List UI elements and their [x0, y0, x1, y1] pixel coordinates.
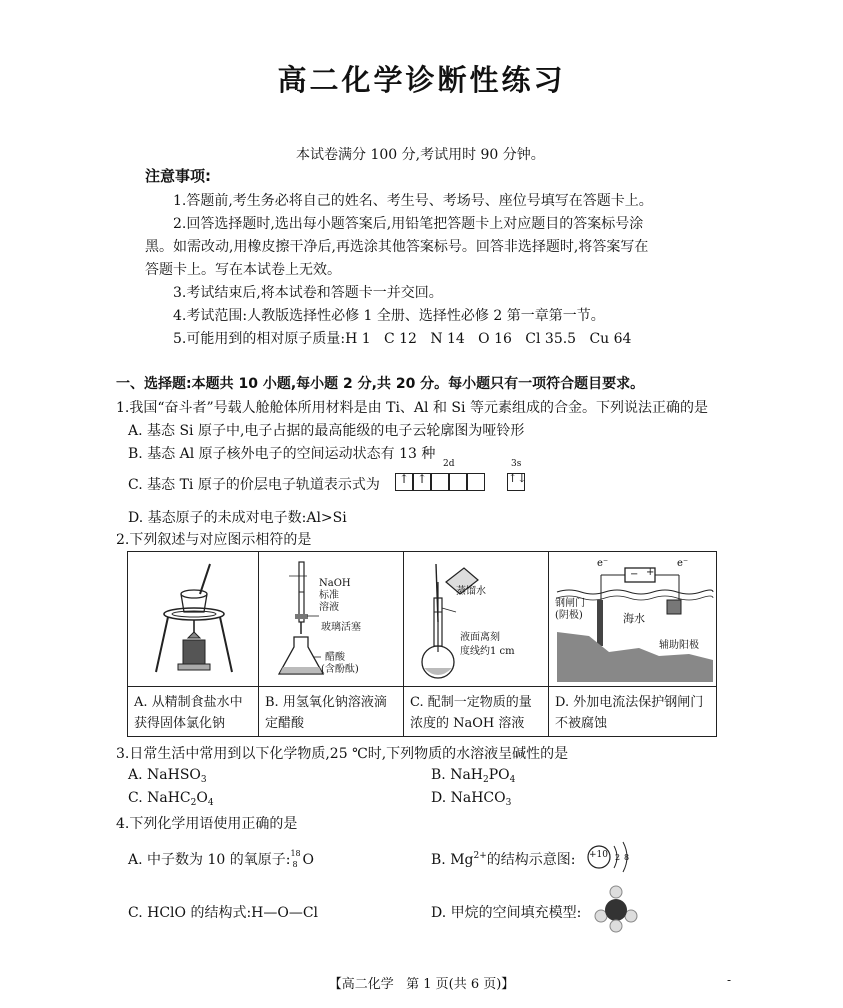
- orbital-box: [467, 473, 485, 491]
- label-distilled-water: 蒸馏水: [456, 586, 486, 597]
- nucleus-charge: +10: [589, 850, 608, 860]
- q4-option-b: B. $Mg^{2+}$的结构示意图:: [431, 851, 576, 868]
- footer-mark: -: [727, 973, 732, 987]
- electron-label-right: e⁻: [677, 558, 689, 569]
- label-cathode: (阴极): [555, 610, 583, 621]
- figure-a-caption: A. 从精制食盐水中获得固体氯化钠: [134, 695, 243, 731]
- volumetric-flask-apparatus: [404, 552, 549, 686]
- label-standard: 标准: [319, 590, 339, 601]
- notice-heading: 注意事项:: [145, 167, 211, 185]
- figure-c: [404, 552, 549, 736]
- label-acetic-acid: 醋酸: [325, 652, 345, 663]
- q4-option-a: A. 中子数为 10 的氧原子: 18 8 O: [128, 849, 314, 869]
- figure-b-caption: B. 用氢氧化钠溶液滴定醋酸: [265, 695, 387, 731]
- orbital-box: [449, 473, 467, 491]
- orbital-box: [431, 473, 449, 491]
- notice-item-3: 3.考试结束后,将本试卷和答题卡一并交回。: [173, 285, 443, 301]
- terminal-plus: +: [646, 567, 655, 578]
- notice-item-2-cont: 黑。如需改动,用橡皮擦干净后,再选涂其他答案标号。回答非选择题时,将答案写在: [145, 239, 649, 255]
- q1-option-b: B. 基态 Al 原子核外电子的空间运动状态有 13 种: [128, 446, 436, 462]
- atomic-number: 8: [292, 860, 298, 869]
- notice-item-2-end: 答题卡上。写在本试卷上无效。: [145, 262, 341, 278]
- mass-number: 18: [290, 849, 301, 858]
- q4-option-c: C. HClO 的结构式:H—O—Cl: [128, 905, 319, 921]
- label-auxiliary-anode: 辅助阳极: [659, 640, 699, 651]
- q2-figure-table: [127, 551, 717, 737]
- figure-d-caption: D. 外加电流法保护钢闸门不被腐蚀: [555, 695, 704, 731]
- label-solution: 溶液: [319, 602, 339, 613]
- label-phenolphthalein: (含酚酞): [321, 664, 359, 675]
- label-liquid-level: 液面离刻: [460, 632, 500, 643]
- notice-item-1: 1.答题前,考生务必将自己的姓名、考生号、考场号、座位号填写在答题卡上。: [173, 193, 653, 209]
- electron-label-left: e⁻: [597, 558, 609, 569]
- figure-b: [259, 552, 404, 736]
- q1-option-a: A. 基态 Si 原子中,电子占据的最高能级的电子云轮廓图为哑铃形: [128, 423, 525, 439]
- shell-1-count: 2: [615, 853, 621, 862]
- figure-d: [549, 552, 716, 736]
- label-steel-gate: 钢闸门: [555, 598, 585, 609]
- notice-item-5: 5.可能用到的相对原子质量:H 1 C 12 N 14 O 16 Cl 35.5 Cu 64: [173, 331, 632, 347]
- orbital-box: ↑: [413, 473, 431, 491]
- q1-option-d: D. 基态原子的未成对电子数:Al>Si: [128, 510, 347, 526]
- label-scale-mark: 度线约1 cm: [460, 646, 515, 657]
- q4-stem: 4.下列化学用语使用正确的是: [116, 816, 298, 832]
- orbital-box-3s: ↑↓: [507, 473, 525, 491]
- q3-option-a: A. NaHSO$_3$: [128, 767, 207, 785]
- q3-option-d: D. NaHCO$_3$: [431, 790, 512, 808]
- q1-option-c: C. 基态 Ti 原子的价层电子轨道表示式为: [128, 477, 380, 493]
- q2-stem: 2.下列叙述与对应图示相符的是: [116, 532, 312, 548]
- notice-item-2: 2.回答选择题时,选出每小题答案后,用铅笔把答题卡上对应题目的答案标号涂: [173, 216, 644, 232]
- shell-2-count: 8: [624, 853, 630, 862]
- atomic-structure-diagram: [586, 838, 636, 876]
- orbital-label-2d: 2d: [443, 459, 455, 469]
- label-seawater: 海水: [623, 612, 645, 625]
- label-naoh: NaOH: [319, 578, 351, 589]
- page-footer: 【高二化学 第 1 页(共 6 页)】: [328, 977, 515, 992]
- orbital-label-3s: 3s: [511, 459, 522, 469]
- methane-space-filling-model: [591, 884, 641, 934]
- section-heading: 一、选择题:本题共 10 小题,每小题 2 分,共 20 分。每小题只有一项符合题目要求。: [116, 376, 645, 392]
- figure-a: [128, 552, 259, 736]
- figure-c-caption: C. 配制一定物质的量浓度的 NaOH 溶液: [410, 695, 532, 731]
- q3-stem: 3.日常生活中常用到以下化学物质,25 ℃时,下列物质的水溶液呈碱性的是: [116, 746, 569, 762]
- q3-option-b: B. $NaH_2PO_4$: [431, 767, 516, 785]
- terminal-minus: −: [630, 569, 639, 580]
- notice-item-4: 4.考试范围:人教版选择性必修 1 全册、选择性必修 2 第一章第一节。: [173, 308, 605, 324]
- q3-option-c: C. $NaHC_2O_4$: [128, 790, 214, 808]
- page-title: 高二化学诊断性练习: [277, 63, 566, 97]
- q1-stem: 1.我国“奋斗者”号载人舱舱体所用材料是由 Ti、Al 和 Si 等元素组成的合金。下列说法正确的是: [116, 400, 708, 416]
- exam-intro: 本试卷满分 100 分,考试用时 90 分钟。: [296, 147, 545, 163]
- q4-option-d: D. 甲烷的空间填充模型:: [431, 905, 582, 921]
- evaporation-apparatus: [128, 552, 258, 686]
- label-stopcock: 玻璃活塞: [321, 622, 361, 633]
- orbital-box: ↑: [395, 473, 413, 491]
